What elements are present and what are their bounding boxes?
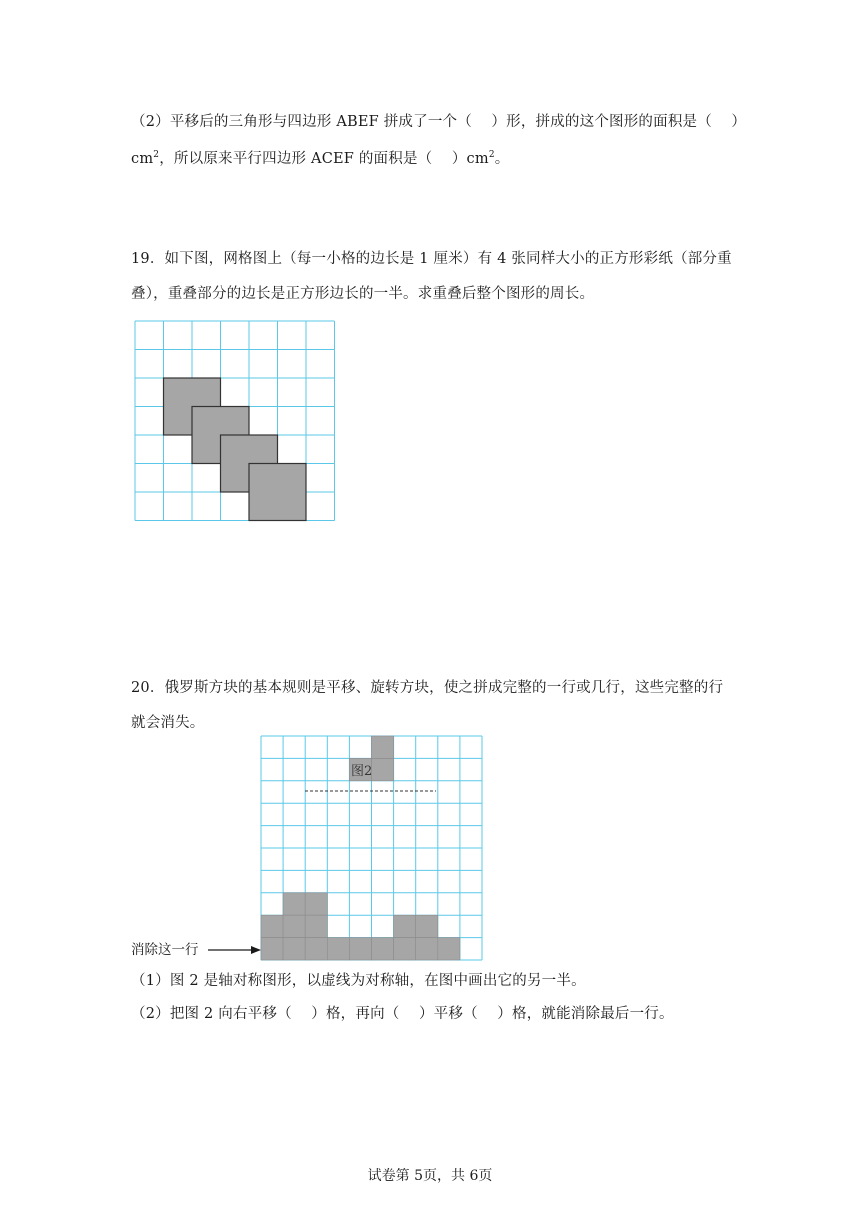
q20-line2: 就会消失。 (131, 715, 205, 731)
tetris-cell (416, 915, 438, 937)
tetris-cell (305, 893, 327, 915)
superscript: 2 (153, 150, 160, 161)
tetris-cell (283, 915, 305, 937)
tetris-cell (372, 736, 394, 758)
q19-line2: 叠），重叠部分的边长是正方形边长的一半。求重叠后整个图形的周长。 (131, 286, 595, 302)
q19-line1: 19．如下图，网格图上（每一小格的边长是 1 厘米）有 4 张同样大小的正方形彩纸（部分重 (131, 251, 732, 267)
tetris-cell (394, 915, 416, 937)
tetris-cell (372, 938, 394, 960)
eliminate-row-label: 消除这一行 (131, 942, 199, 958)
tetris-cell (327, 938, 349, 960)
unit-cm: cm (131, 151, 154, 167)
tetris-cell (394, 938, 416, 960)
q20-line1: 20．俄罗斯方块的基本规则是平移、旋转方块，使之拼成完整的一行或几行，这些完整的行 (131, 680, 724, 696)
tetris-cell (438, 938, 460, 960)
tetris-cell (416, 938, 438, 960)
tetris-cell (283, 938, 305, 960)
tetris-cell (261, 915, 283, 937)
tetris-cell (372, 758, 394, 780)
tetris-cell (305, 938, 327, 960)
text-segment: ，所以原来平行四边形 ACEF 的面积是（ ）cm (159, 151, 489, 167)
q20-part1: （1）图 2 是轴对称图形，以虚线为对称轴，在图中画出它的另一半。 (131, 973, 586, 989)
q20-part2: （2）把图 2 向右平移（ ）格，再向（ ）平移（ ）格，就能消除最后一行。 (131, 1006, 674, 1022)
page-footer: 试卷第 5页，共 6页 (367, 1168, 493, 1184)
superscript: 2 (488, 150, 495, 161)
tetris-cell (305, 915, 327, 937)
tetris-cell (261, 938, 283, 960)
arrow-head-icon (251, 946, 261, 954)
tetris-cell (283, 893, 305, 915)
text-segment: 。 (494, 151, 510, 167)
q18-part2-line1: （2）平移后的三角形与四边形 ABEF 拼成了一个（ ）形，拼成的这个图形的面积是（ ） (131, 114, 747, 130)
figure-2-label: 图2 (351, 764, 373, 779)
tetris-cell (349, 938, 371, 960)
